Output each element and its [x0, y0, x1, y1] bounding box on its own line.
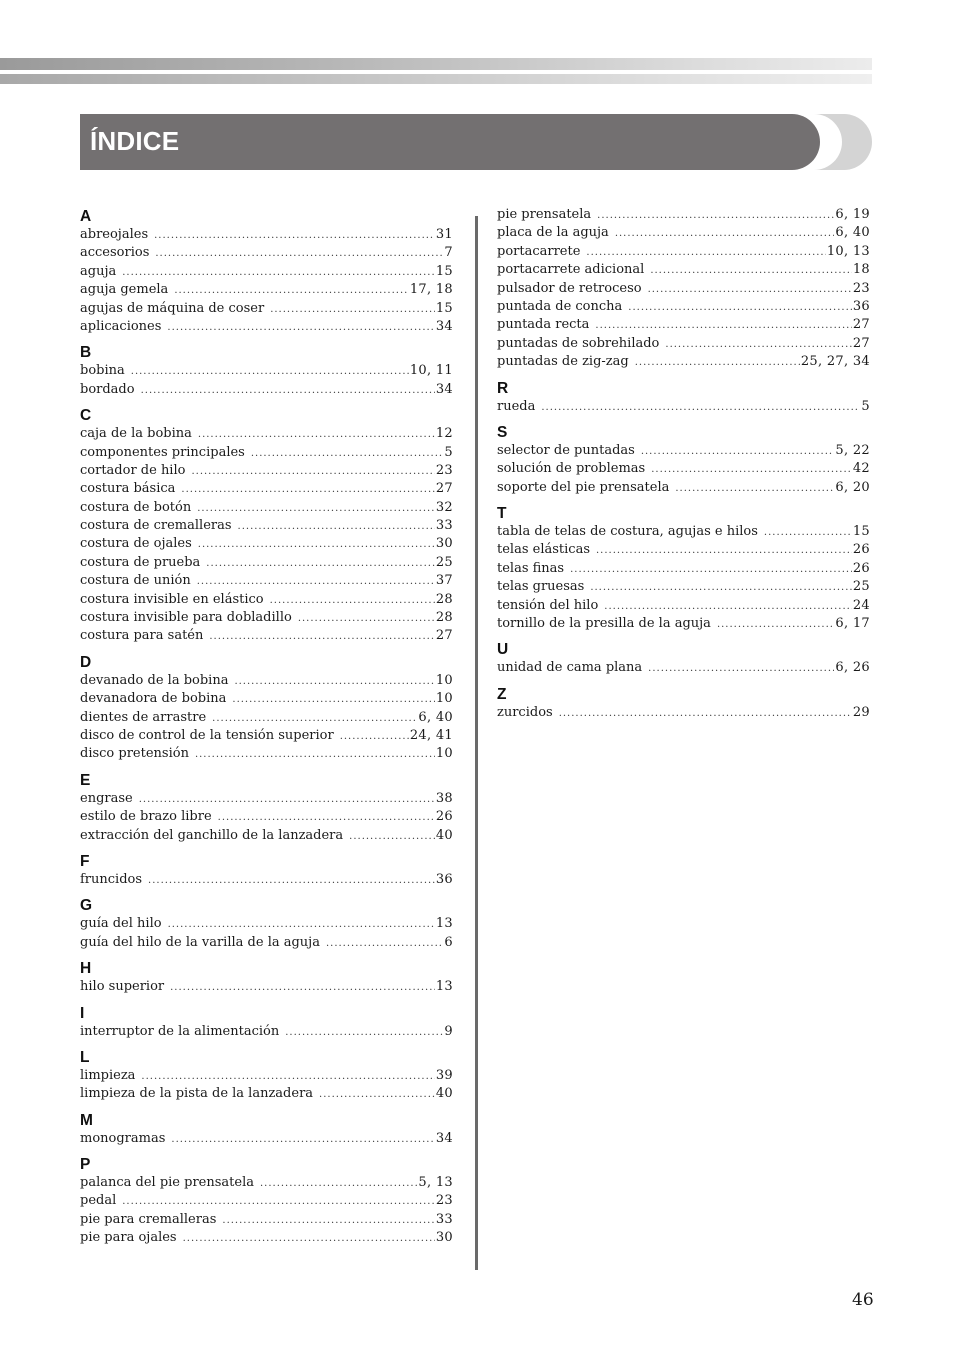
index-section	[497, 424, 870, 497]
index-section	[80, 344, 453, 399]
entry-term: costura de prueba	[80, 554, 201, 570]
index-entry	[80, 1067, 453, 1085]
index-section	[497, 380, 870, 416]
entry-term: accesorios	[80, 245, 150, 261]
index-section	[497, 641, 870, 677]
entry-pages: 27	[435, 628, 453, 644]
entry-term: pie prensatela	[497, 207, 592, 222]
index-entry	[497, 704, 870, 722]
entry-term: bobina	[80, 363, 125, 379]
index-entry	[80, 1130, 453, 1148]
index-entry	[80, 745, 453, 763]
index-entry	[497, 298, 870, 316]
entry-pages: 25	[852, 579, 870, 595]
entry-pages: 38	[435, 790, 453, 806]
index-entry	[497, 316, 870, 334]
entry-pages: 26	[852, 542, 870, 558]
index-entry	[80, 871, 453, 889]
entry-term: costura invisible en elástico	[80, 591, 264, 607]
index-section	[80, 853, 453, 889]
entry-pages: 27	[435, 481, 453, 497]
entry-pages: 6, 26	[835, 660, 870, 676]
entry-pages: 5, 13	[418, 1175, 453, 1191]
index-entry	[80, 300, 453, 318]
entry-pages: 40	[435, 827, 453, 843]
dot-leader	[340, 728, 409, 746]
index-entry	[80, 480, 453, 498]
dot-leader	[615, 225, 835, 243]
entry-pages: 33	[435, 1211, 453, 1227]
index-entry	[497, 353, 870, 371]
section-letter: C	[80, 407, 92, 425]
index-entry	[80, 1211, 453, 1229]
entry-pages: 5, 22	[835, 442, 870, 458]
entry-term: engrase	[80, 790, 133, 806]
entry-term: devanado de la bobina	[80, 672, 229, 688]
index-entry	[497, 578, 870, 596]
dot-leader	[319, 1086, 435, 1104]
entry-term: selector de puntadas	[497, 442, 635, 458]
entry-pages: 26	[435, 809, 453, 825]
index-entry	[497, 460, 870, 478]
index-entry	[497, 206, 870, 224]
dot-leader	[170, 979, 435, 997]
entry-pages: 13	[435, 916, 453, 932]
entry-pages: 23	[435, 462, 453, 478]
entry-term: aguja	[80, 263, 117, 279]
dot-leader	[234, 673, 434, 691]
dot-leader	[675, 480, 834, 498]
dot-leader	[131, 363, 409, 381]
dot-leader	[206, 555, 435, 573]
entry-term: caja de la bobina	[80, 426, 192, 442]
dot-leader	[238, 518, 435, 536]
dot-leader	[270, 592, 435, 610]
entry-pages: 30	[435, 1230, 453, 1246]
dot-leader	[195, 746, 435, 764]
entry-pages: 27	[852, 317, 870, 333]
section-letter: A	[80, 208, 92, 225]
entry-term: unidad de cama plana	[497, 660, 643, 676]
entry-pages: 23	[435, 1193, 453, 1209]
dot-leader	[155, 245, 443, 263]
entry-term: limpieza	[80, 1067, 136, 1083]
entry-pages: 26	[852, 560, 870, 576]
index-section	[80, 208, 453, 336]
dot-leader	[570, 561, 852, 579]
entry-term: pie para ojales	[80, 1230, 177, 1246]
entry-term: puntadas de zig-zag	[497, 354, 629, 370]
index-column-left	[80, 206, 453, 1248]
index-entry	[80, 362, 453, 380]
entry-term: pie para cremalleras	[80, 1211, 217, 1227]
index-entry	[80, 609, 453, 627]
column-divider	[475, 216, 478, 1270]
entry-term: placa de la aguja	[497, 225, 609, 241]
dot-leader	[212, 710, 417, 728]
section-letter: H	[80, 960, 92, 978]
dot-leader	[326, 935, 443, 953]
dot-leader	[717, 616, 834, 634]
entry-term: telas finas	[497, 560, 565, 576]
index-entry	[80, 934, 453, 952]
dot-leader	[541, 399, 860, 417]
entry-pages: 6, 19	[835, 207, 870, 222]
entry-pages: 6, 40	[418, 709, 453, 725]
dot-leader	[197, 500, 435, 518]
entry-term: tensión del hilo	[497, 597, 599, 613]
entry-term: costura de unión	[80, 573, 191, 589]
section-letter: L	[80, 1048, 90, 1066]
dot-leader	[651, 461, 852, 479]
index-section	[80, 1156, 453, 1248]
index-entry	[80, 572, 453, 590]
dot-leader	[764, 524, 852, 542]
dot-leader	[270, 301, 435, 319]
index-entry	[80, 263, 453, 281]
index-section	[80, 960, 453, 996]
section-letter: D	[80, 653, 92, 671]
entry-term: abreojales	[80, 227, 149, 242]
dot-leader	[665, 336, 851, 354]
section-letter: E	[80, 771, 91, 789]
index-entry	[80, 554, 453, 572]
dot-leader	[154, 227, 435, 245]
index-entry	[497, 335, 870, 353]
entry-term: componentes principales	[80, 444, 245, 460]
dot-leader	[167, 319, 434, 337]
dot-leader	[218, 809, 435, 827]
section-letter: Z	[497, 685, 507, 703]
section-letter: B	[80, 344, 92, 362]
entry-pages: 31	[435, 227, 453, 242]
entry-term: fruncidos	[80, 871, 143, 887]
index-entry	[80, 727, 453, 745]
entry-pages: 36	[852, 298, 870, 314]
index-entry	[80, 318, 453, 336]
dot-leader	[122, 264, 435, 282]
dot-leader	[198, 426, 435, 444]
index-entry	[80, 425, 453, 443]
header-stripe-top	[0, 58, 872, 70]
entry-pages: 7	[444, 245, 453, 261]
entry-pages: 23	[852, 280, 870, 296]
dot-leader	[197, 573, 435, 591]
title-bar	[80, 114, 820, 170]
entry-term: zurcidos	[497, 704, 553, 720]
index-entry	[497, 280, 870, 298]
entry-pages: 32	[435, 499, 453, 515]
index-entry	[497, 659, 870, 677]
entry-pages: 37	[435, 573, 453, 589]
index-entry	[80, 808, 453, 826]
entry-term: costura invisible para dobladillo	[80, 610, 292, 626]
entry-pages: 10	[435, 746, 453, 762]
entry-pages: 13	[435, 979, 453, 995]
entry-pages: 10	[435, 691, 453, 707]
entry-term: costura para satén	[80, 628, 204, 644]
entry-term: pedal	[80, 1193, 117, 1209]
dot-leader	[586, 244, 825, 262]
entry-pages: 6	[444, 934, 453, 950]
entry-term: telas elásticas	[497, 542, 590, 558]
dot-leader	[298, 610, 435, 628]
entry-pages: 25	[435, 554, 453, 570]
entry-term: devanadora de bobina	[80, 691, 227, 707]
index-entry	[497, 523, 870, 541]
index-entry	[497, 597, 870, 615]
index-entry	[80, 1229, 453, 1247]
entry-pages: 15	[852, 524, 870, 540]
entry-term: costura básica	[80, 481, 176, 497]
entry-pages: 25, 27, 34	[800, 354, 870, 370]
entry-term: costura de botón	[80, 499, 192, 515]
entry-term: portacarrete	[497, 243, 581, 259]
entry-term: extracción del ganchillo de la lanzadera	[80, 827, 344, 843]
entry-pages: 6, 17	[835, 616, 870, 632]
entry-pages: 12	[435, 426, 453, 442]
index-entry	[80, 1192, 453, 1210]
dot-leader	[260, 1175, 417, 1193]
entry-term: soporte del pie prensatela	[497, 479, 670, 495]
header-stripe-bottom	[0, 74, 872, 84]
entry-term: tabla de telas de costura, agujas e hilos	[497, 524, 758, 540]
dot-leader	[590, 579, 852, 597]
dot-leader	[628, 299, 852, 317]
entry-term: puntadas de sobrehilado	[497, 335, 660, 351]
index-entry	[497, 560, 870, 578]
entry-term: limpieza de la pista de la lanzadera	[80, 1086, 314, 1102]
index-entry	[497, 261, 870, 279]
entry-pages: 6, 20	[835, 479, 870, 495]
section-letter: R	[497, 379, 509, 397]
index-entry	[80, 226, 453, 244]
index-entry	[497, 224, 870, 242]
index-section	[80, 1049, 453, 1104]
entry-pages: 36	[435, 871, 453, 887]
entry-pages: 34	[435, 381, 453, 397]
entry-pages: 27	[852, 335, 870, 351]
entry-pages: 10, 13	[826, 243, 870, 259]
index-entry	[497, 541, 870, 559]
entry-term: estilo de brazo libre	[80, 809, 212, 825]
dot-leader	[191, 463, 434, 481]
entry-term: palanca del pie prensatela	[80, 1175, 254, 1191]
dot-leader	[349, 828, 435, 846]
section-letter: S	[497, 423, 508, 441]
entry-term: pulsador de retroceso	[497, 280, 642, 296]
index-section	[497, 206, 870, 372]
entry-pages: 30	[435, 536, 453, 552]
dot-leader	[122, 1193, 435, 1211]
index-entry	[80, 517, 453, 535]
index-entry	[80, 709, 453, 727]
index-entry	[497, 479, 870, 497]
entry-term: solución de problemas	[497, 461, 646, 477]
entry-pages: 42	[852, 461, 870, 477]
index-entry	[80, 915, 453, 933]
section-letter: G	[80, 897, 93, 915]
entry-term: tornillo de la presilla de la aguja	[497, 616, 711, 632]
entry-pages: 28	[435, 591, 453, 607]
index-entry	[80, 1174, 453, 1192]
entry-term: cortador de hilo	[80, 462, 186, 478]
index-entry	[80, 444, 453, 462]
entry-term: disco pretensión	[80, 746, 189, 762]
entry-pages: 10	[435, 672, 453, 688]
index-section	[80, 1005, 453, 1041]
index-entry	[80, 381, 453, 399]
index-section	[80, 772, 453, 845]
index-entry	[80, 1023, 453, 1041]
dot-leader	[285, 1024, 443, 1042]
section-letter: T	[497, 505, 507, 523]
dot-leader	[209, 628, 434, 646]
index-entry	[80, 1085, 453, 1103]
entry-term: bordado	[80, 381, 135, 397]
entry-pages: 5	[861, 398, 870, 414]
index-section	[80, 654, 453, 764]
entry-term: puntada de concha	[497, 298, 623, 314]
dot-leader	[198, 536, 435, 554]
entry-pages: 40	[435, 1086, 453, 1102]
section-letter: P	[80, 1156, 91, 1174]
entry-term: rueda	[497, 398, 536, 414]
entry-pages: 24, 41	[409, 727, 453, 743]
entry-term: monogramas	[80, 1130, 166, 1146]
dot-leader	[168, 916, 435, 934]
dot-leader	[174, 282, 409, 300]
index-section	[80, 1112, 453, 1148]
index-entry	[497, 398, 870, 416]
entry-pages: 15	[435, 300, 453, 316]
entry-term: costura de ojales	[80, 536, 192, 552]
dot-leader	[139, 791, 435, 809]
index-entry	[80, 627, 453, 645]
entry-pages: 28	[435, 610, 453, 626]
section-letter: M	[80, 1111, 93, 1129]
entry-pages: 17, 18	[409, 282, 453, 298]
dot-leader	[222, 1212, 434, 1230]
entry-pages: 34	[435, 1130, 453, 1146]
dot-leader	[181, 481, 434, 499]
dot-leader	[559, 705, 852, 723]
dot-leader	[650, 262, 852, 280]
dot-leader	[635, 354, 800, 372]
entry-term: interruptor de la alimentación	[80, 1023, 280, 1039]
entry-term: aplicaciones	[80, 318, 162, 334]
index-entry	[497, 615, 870, 633]
entry-term: costura de cremalleras	[80, 518, 232, 534]
index-entry	[80, 462, 453, 480]
entry-pages: 10, 11	[409, 363, 453, 379]
entry-pages: 15	[435, 263, 453, 279]
index-entry	[80, 827, 453, 845]
index-entry	[80, 978, 453, 996]
index-section	[80, 897, 453, 952]
entry-pages: 33	[435, 518, 453, 534]
dot-leader	[141, 1068, 434, 1086]
index-section	[80, 407, 453, 646]
dot-leader	[648, 660, 834, 678]
dot-leader	[597, 207, 834, 225]
index-entry	[80, 281, 453, 299]
entry-term: guía del hilo de la varilla de la aguja	[80, 934, 320, 950]
dot-leader	[232, 691, 434, 709]
entry-pages: 18	[852, 262, 870, 278]
entry-term: guía del hilo	[80, 916, 162, 932]
index-entry	[80, 535, 453, 553]
index-entry	[80, 690, 453, 708]
dot-leader	[604, 598, 852, 616]
index-entry	[80, 790, 453, 808]
section-letter: U	[497, 641, 509, 659]
entry-term: aguja gemela	[80, 282, 169, 298]
dot-leader	[183, 1230, 435, 1248]
entry-pages: 39	[435, 1067, 453, 1083]
dot-leader	[251, 445, 444, 463]
entry-term: hilo superior	[80, 979, 165, 995]
index-entry	[80, 499, 453, 517]
entry-term: dientes de arrastre	[80, 709, 207, 725]
entry-term: portacarrete adicional	[497, 262, 645, 278]
dot-leader	[641, 443, 835, 461]
entry-pages: 9	[444, 1023, 453, 1039]
page-title: ÍNDICE	[90, 126, 180, 156]
dot-leader	[148, 872, 435, 890]
entry-pages: 34	[435, 318, 453, 334]
index-entry	[80, 244, 453, 262]
dot-leader	[596, 542, 852, 560]
entry-term: telas gruesas	[497, 579, 585, 595]
dot-leader	[648, 281, 852, 299]
entry-pages: 5	[444, 444, 453, 460]
index-section	[497, 505, 870, 633]
index-column-right	[497, 206, 870, 722]
section-letter: F	[80, 852, 90, 870]
entry-pages: 29	[852, 704, 870, 720]
index-entry	[80, 672, 453, 690]
entry-pages: 6, 40	[835, 225, 870, 241]
entry-term: disco de control de la tensión superior	[80, 727, 334, 743]
dot-leader	[141, 382, 435, 400]
index-entry	[497, 243, 870, 261]
dot-leader	[595, 317, 851, 335]
dot-leader	[171, 1131, 434, 1149]
section-letter: I	[80, 1004, 85, 1022]
page-number: 46	[852, 1290, 874, 1310]
index-section	[497, 686, 870, 722]
entry-pages: 24	[852, 597, 870, 613]
index-entry	[80, 591, 453, 609]
index-entry	[497, 442, 870, 460]
entry-term: agujas de máquina de coser	[80, 300, 265, 316]
entry-term: puntada recta	[497, 317, 590, 333]
